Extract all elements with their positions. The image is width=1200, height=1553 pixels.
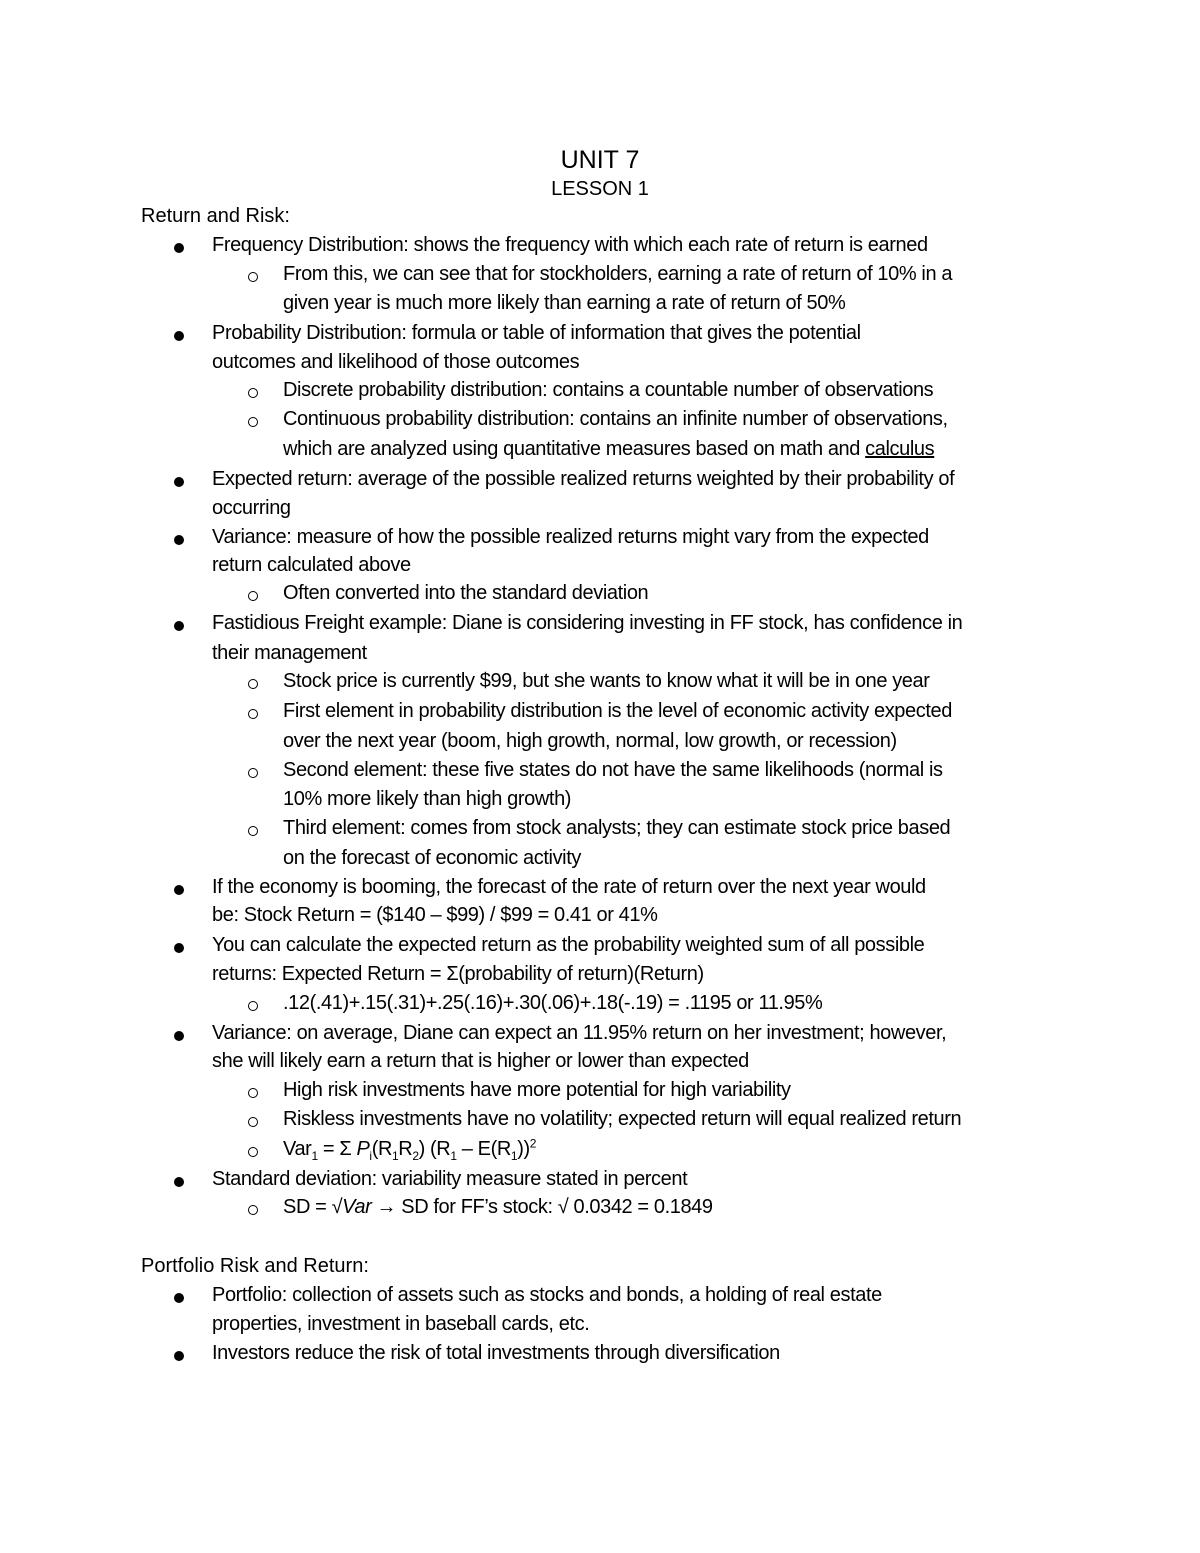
formula-sup: 2 (529, 1136, 536, 1151)
list-item-continued: their management (212, 642, 367, 664)
list-item: Standard deviation: variability measure stated in percent (212, 1168, 688, 1190)
sd-formula (283, 1196, 713, 1219)
circle-bullet-icon (248, 1147, 258, 1157)
sub-list-item-continued: given year is much more likely than earning a rate of return of 50% (283, 292, 846, 314)
list-item: Investors reduce the risk of total investments through diversification (212, 1342, 780, 1364)
variance-formula (283, 1138, 536, 1161)
formula-part: Var (342, 1196, 372, 1218)
formula-part: )) (517, 1138, 530, 1160)
circle-bullet-icon (248, 1088, 258, 1098)
formula-sub: 1 (450, 1149, 457, 1163)
formula-sub: 1 (392, 1149, 399, 1163)
sub-list-item: Second element: these five states do not have the same likelihoods (normal is (283, 759, 943, 781)
sub-list-item: Discrete probability distribution: contains a countable number of observations (283, 379, 934, 401)
list-item-continued: she will likely earn a return that is higher or lower than expected (212, 1050, 749, 1072)
circle-bullet-icon (248, 417, 258, 427)
circle-bullet-icon (248, 826, 258, 836)
line-text: which are analyzed using quantitative measures based on math and (283, 438, 860, 460)
sub-list-item: Riskless investments have no volatility; expected return will equal realized return (283, 1108, 962, 1130)
sub-list-item: .12(.41)+.15(.31)+.25(.16)+.30(.06)+.18(-.19) = .1195 or 11.95% (283, 992, 823, 1014)
list-item: Expected return: average of the possible realized returns weighted by their probability of (212, 468, 955, 490)
bullet-icon (174, 535, 184, 545)
formula-sub: 2 (412, 1149, 419, 1163)
circle-bullet-icon (248, 1001, 258, 1011)
list-item-continued: properties, investment in baseball cards, etc. (212, 1313, 590, 1335)
formula-part: (R (371, 1138, 392, 1160)
sub-list-item-continued: on the forecast of economic activity (283, 847, 581, 869)
sub-list-item-continued: 10% more likely than high growth) (283, 788, 572, 810)
unit-title: UNIT 7 (560, 146, 640, 174)
list-item-continued: outcomes and likelihood of those outcomes (212, 351, 580, 373)
formula-part: → SD for FF’s stock: √ 0.0342 = 0.1849 (371, 1196, 713, 1218)
list-item: Probability Distribution: formula or table of information that gives the potential (212, 322, 861, 344)
list-item: Fastidious Freight example: Diane is considering investing in FF stock, has confidence in (212, 612, 963, 634)
formula-sub: 1 (311, 1149, 318, 1163)
bullet-icon (174, 621, 184, 631)
list-item: Frequency Distribution: shows the frequency with which each rate of return is earned (212, 234, 928, 256)
list-item: Portfolio: collection of assets such as stocks and bonds, a holding of real estate (212, 1284, 882, 1306)
sub-list-item-continued: over the next year (boom, high growth, normal, low growth, or recession) (283, 730, 897, 752)
circle-bullet-icon (248, 1117, 258, 1127)
bullet-icon (174, 1293, 184, 1303)
bullet-icon (174, 1177, 184, 1187)
circle-bullet-icon (248, 591, 258, 601)
list-item: Variance: measure of how the possible realized returns might vary from the expected (212, 526, 929, 548)
section-heading-return-risk: Return and Risk: (141, 205, 290, 227)
formula-sub: i (369, 1149, 372, 1163)
formula-part: – E(R (456, 1138, 511, 1160)
bullet-icon (174, 331, 184, 341)
bullet-icon (174, 1031, 184, 1041)
circle-bullet-icon (248, 1205, 258, 1215)
list-item-continued: occurring (212, 497, 291, 519)
formula-part: P (356, 1138, 370, 1160)
section-heading-portfolio: Portfolio Risk and Return: (141, 1255, 369, 1277)
sub-list-item: Stock price is currently $99, but she wants to know what it will be in one year (283, 670, 930, 692)
list-item: Variance: on average, Diane can expect an 11.95% return on her investment; however, (212, 1022, 947, 1044)
sub-list-item: High risk investments have more potential for high variability (283, 1079, 791, 1101)
formula-part: SD = √ (283, 1196, 343, 1218)
formula-part: R (398, 1138, 413, 1160)
bullet-icon (174, 477, 184, 487)
bullet-icon (174, 1351, 184, 1361)
circle-bullet-icon (248, 679, 258, 689)
bullet-icon (174, 243, 184, 253)
sub-list-item: First element in probability distribution is the level of economic activity expected (283, 700, 952, 722)
sub-list-item: From this, we can see that for stockholders, earning a rate of return of 10% in a (283, 263, 953, 285)
sub-list-item-continued (283, 438, 934, 461)
calculus-link[interactable]: calculus (865, 438, 935, 460)
list-item: If the economy is booming, the forecast of the rate of return over the next year would (212, 876, 926, 898)
lesson-title: LESSON 1 (551, 178, 649, 200)
circle-bullet-icon (248, 768, 258, 778)
list-item-continued: returns: Expected Return = Σ(probability of return)(Return) (212, 963, 704, 985)
sub-list-item: Often converted into the standard deviation (283, 582, 649, 604)
circle-bullet-icon (248, 709, 258, 719)
bullet-icon (174, 943, 184, 953)
formula-part: Var (283, 1138, 312, 1160)
list-item-continued: return calculated above (212, 554, 411, 576)
sub-list-item: Third element: comes from stock analysts; they can estimate stock price based (283, 817, 951, 839)
formula-part: = Σ (317, 1138, 357, 1160)
formula-part: ) (R (418, 1138, 451, 1160)
list-item: You can calculate the expected return as the probability weighted sum of all possible (212, 934, 925, 956)
circle-bullet-icon (248, 272, 258, 282)
formula-sub: 1 (510, 1149, 518, 1163)
circle-bullet-icon (248, 388, 258, 398)
list-item-continued: be: Stock Return = ($140 – $99) / $99 = 0.41 or 41% (212, 904, 658, 926)
sub-list-item: Continuous probability distribution: contains an infinite number of observations, (283, 408, 948, 430)
bullet-icon (174, 885, 184, 895)
